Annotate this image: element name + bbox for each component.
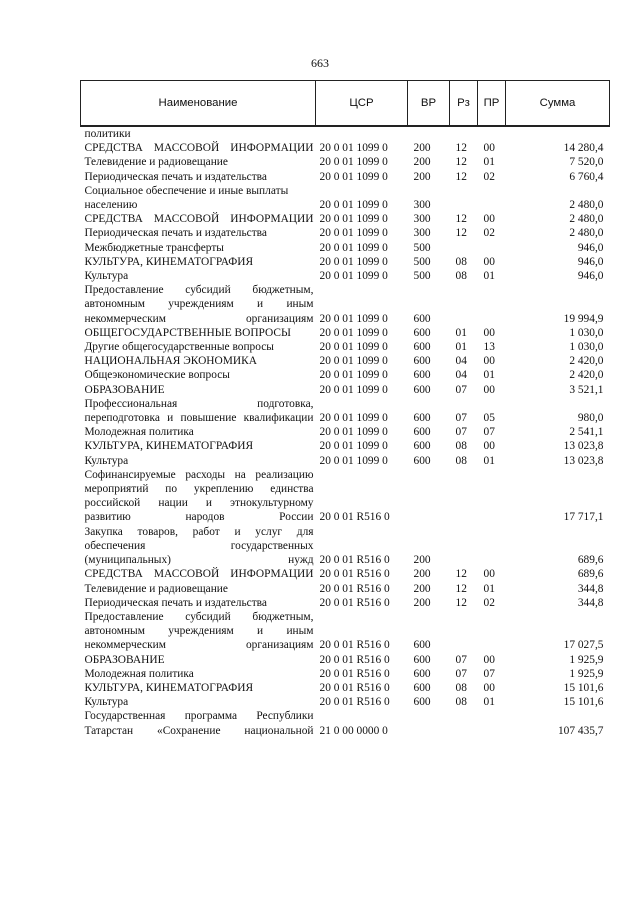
cell-sum: 2 541,1 <box>569 426 604 439</box>
cell-pr: 01 <box>483 454 495 467</box>
column-header-sum: Сумма <box>506 81 610 127</box>
cell-rz: 12 <box>455 582 467 595</box>
cell-vr: 200 <box>413 170 431 183</box>
cell-rz: 01 <box>455 326 467 339</box>
cell-rz: 08 <box>455 696 467 709</box>
table-row <box>81 582 610 596</box>
cell-csr: 20 0 01 1099 0 <box>319 440 388 453</box>
cell-name: НАЦИОНАЛЬНАЯ ЭКОНОМИКА <box>84 355 257 368</box>
cell-csr: 20 0 01 1099 0 <box>319 454 388 467</box>
table-row <box>81 567 610 581</box>
cell-name: ОБЩЕГОСУДАРСТВЕННЫЕ ВОПРОСЫ <box>84 326 291 339</box>
cell-csr: 21 0 00 0000 0 <box>319 724 388 737</box>
cell-sum: 107 435,7 <box>557 724 604 737</box>
cell-csr: 20 0 01 1099 0 <box>319 312 388 325</box>
cell-name: Социальное обеспечение и иные выплаты населению <box>84 184 289 212</box>
table-row <box>81 241 610 255</box>
cell-pr: 01 <box>483 696 495 709</box>
cell-sum: 2 420,0 <box>569 369 604 382</box>
cell-vr: 300 <box>413 227 431 240</box>
cell-sum: 2 420,0 <box>569 355 604 368</box>
cell-vr: 600 <box>413 440 431 453</box>
cell-csr: 20 0 01 R516 0 <box>319 681 390 694</box>
cell-pr: 02 <box>483 596 495 609</box>
column-header-csr: ЦСР <box>316 81 408 127</box>
cell-rz: 12 <box>455 596 467 609</box>
cell-name: Телевидение и радиовещание <box>84 156 228 169</box>
cell-pr: 02 <box>483 227 495 240</box>
cell-name: политики <box>84 128 131 140</box>
table-row <box>81 368 610 382</box>
cell-name: Культура <box>84 696 129 709</box>
cell-pr <box>478 241 506 255</box>
cell-pr: 00 <box>483 326 495 339</box>
cell-csr: 20 0 01 R516 0 <box>319 596 390 609</box>
cell-rz: 07 <box>455 412 467 425</box>
table-row <box>81 695 610 709</box>
cell-sum: 689,6 <box>577 568 604 581</box>
cell-sum: 3 521,1 <box>569 383 604 396</box>
table-row <box>81 326 610 340</box>
cell-rz: 12 <box>455 213 467 226</box>
cell-csr: 20 0 01 1099 0 <box>319 426 388 439</box>
cell-csr: 20 0 01 1099 0 <box>319 199 388 212</box>
cell-rz: 04 <box>455 369 467 382</box>
table-row <box>81 340 610 354</box>
cell-sum: 980,0 <box>577 412 604 425</box>
cell-pr <box>478 468 506 525</box>
cell-rz: 07 <box>455 667 467 680</box>
cell-sum: 19 994,9 <box>563 312 604 325</box>
cell-vr: 600 <box>413 681 431 694</box>
cell-name: Предоставление субсидий бюджетным, автономным учреждениям и иным некоммерческим организациям <box>84 284 314 325</box>
table-row <box>81 667 610 681</box>
cell-vr: 600 <box>413 312 431 325</box>
cell-csr: 20 0 01 R516 0 <box>319 667 390 680</box>
cell-sum: 2 480,0 <box>569 227 604 240</box>
table-row <box>81 454 610 468</box>
cell-pr: 00 <box>483 383 495 396</box>
cell-pr: 01 <box>483 156 495 169</box>
cell-csr: 20 0 01 R516 0 <box>319 653 390 666</box>
table-row <box>81 226 610 240</box>
cell-pr <box>478 709 506 737</box>
cell-rz <box>450 126 478 141</box>
cell-name: Периодическая печать и издательства <box>84 170 267 183</box>
cell-vr: 500 <box>413 255 431 268</box>
cell-vr: 600 <box>413 383 431 396</box>
cell-rz: 08 <box>455 440 467 453</box>
table-row <box>81 383 610 397</box>
cell-vr: 200 <box>413 596 431 609</box>
cell-vr: 200 <box>413 568 431 581</box>
cell-rz <box>450 610 478 653</box>
cell-vr: 600 <box>413 454 431 467</box>
cell-sum: 689,6 <box>577 554 604 567</box>
cell-vr <box>408 709 450 737</box>
cell-sum: 13 023,8 <box>563 454 604 467</box>
cell-name: ОБРАЗОВАНИЕ <box>84 383 165 396</box>
cell-sum: 1 030,0 <box>569 326 604 339</box>
cell-sum: 1 030,0 <box>569 341 604 354</box>
page-number: 663 <box>311 56 329 70</box>
cell-pr: 00 <box>483 355 495 368</box>
cell-name: КУЛЬТУРА, КИНЕМАТОГРАФИЯ <box>84 681 254 694</box>
cell-sum: 17 717,1 <box>563 511 604 524</box>
cell-csr: 20 0 01 1099 0 <box>319 241 388 254</box>
column-header-name: Наименование <box>81 81 316 127</box>
cell-name: Предоставление субсидий бюджетным, автономным учреждениям и иным некоммерческим организациям <box>84 610 314 652</box>
cell-name: Межбюджетные трансферты <box>84 241 224 254</box>
cell-name: КУЛЬТУРА, КИНЕМАТОГРАФИЯ <box>84 255 254 268</box>
table-row <box>81 439 610 453</box>
cell-pr <box>478 283 506 326</box>
cell-sum: 344,8 <box>577 582 604 595</box>
table-row <box>81 212 610 226</box>
cell-rz: 08 <box>455 255 467 268</box>
cell-pr <box>478 126 506 141</box>
cell-vr: 500 <box>413 241 431 254</box>
cell-csr: 20 0 01 1099 0 <box>319 255 388 268</box>
cell-pr: 07 <box>483 426 495 439</box>
cell-sum: 6 760,4 <box>569 170 604 183</box>
cell-csr: 20 0 01 1099 0 <box>319 142 388 155</box>
cell-csr: 20 0 01 1099 0 <box>319 326 388 339</box>
cell-rz <box>450 525 478 568</box>
cell-vr: 600 <box>413 426 431 439</box>
cell-name: Государственная программа Республики Татарстан «Сохранение национальной <box>84 710 314 737</box>
cell-csr: 20 0 01 R516 0 <box>319 511 390 524</box>
cell-vr: 200 <box>413 142 431 155</box>
cell-name: СРЕДСТВА МАССОВОЙ ИНФОРМАЦИИ <box>84 142 314 155</box>
cell-rz: 08 <box>455 270 467 283</box>
cell-csr: 20 0 01 R516 0 <box>319 554 390 567</box>
cell-rz <box>450 709 478 737</box>
cell-vr: 600 <box>413 639 431 652</box>
cell-rz: 12 <box>455 568 467 581</box>
table-row <box>81 283 610 326</box>
cell-name: Общеэкономические вопросы <box>84 369 230 382</box>
table-body <box>81 126 610 738</box>
column-header-vr: ВР <box>408 81 450 127</box>
cell-name: Софинансируемые расходы на реализацию мероприятий по укреплению единства российской нации и этнокультурному развитию народов России <box>84 468 314 524</box>
cell-rz: 08 <box>455 681 467 694</box>
cell-vr: 200 <box>413 156 431 169</box>
cell-rz: 12 <box>455 227 467 240</box>
cell-vr: 600 <box>413 369 431 382</box>
cell-rz: 07 <box>455 383 467 396</box>
table-row <box>81 610 610 653</box>
cell-vr: 600 <box>413 653 431 666</box>
cell-name: КУЛЬТУРА, КИНЕМАТОГРАФИЯ <box>84 440 254 453</box>
cell-csr: 20 0 01 R516 0 <box>319 582 390 595</box>
cell-pr: 01 <box>483 369 495 382</box>
cell-csr: 20 0 01 R516 0 <box>319 568 390 581</box>
cell-name: Другие общегосударственные вопросы <box>84 341 274 354</box>
cell-sum: 946,0 <box>577 241 604 254</box>
table-row <box>81 709 610 737</box>
cell-csr: 20 0 01 1099 0 <box>319 227 388 240</box>
cell-rz: 12 <box>455 142 467 155</box>
cell-rz: 04 <box>455 355 467 368</box>
cell-vr <box>408 126 450 141</box>
cell-csr: 20 0 01 1099 0 <box>319 369 388 382</box>
cell-vr: 300 <box>413 199 431 212</box>
cell-csr: 20 0 01 1099 0 <box>319 412 388 425</box>
table-row <box>81 468 610 525</box>
cell-csr: 20 0 01 1099 0 <box>319 213 388 226</box>
table-header <box>81 81 610 127</box>
cell-name: Телевидение и радиовещание <box>84 582 228 595</box>
cell-sum: 946,0 <box>577 270 604 283</box>
cell-sum: 14 280,4 <box>563 142 604 155</box>
cell-sum: 1 925,9 <box>569 653 604 666</box>
cell-pr: 01 <box>483 582 495 595</box>
table-row <box>81 155 610 169</box>
table-row <box>81 653 610 667</box>
cell-rz: 01 <box>455 341 467 354</box>
table-row <box>81 141 610 155</box>
cell-vr: 600 <box>413 355 431 368</box>
table-row <box>81 397 610 425</box>
cell-csr: 20 0 01 1099 0 <box>319 156 388 169</box>
cell-pr: 01 <box>483 270 495 283</box>
cell-rz <box>450 468 478 525</box>
cell-vr: 500 <box>413 270 431 283</box>
cell-sum: 344,8 <box>577 596 604 609</box>
cell-pr: 05 <box>483 412 495 425</box>
cell-sum: 17 027,5 <box>563 639 604 652</box>
table-row <box>81 126 610 141</box>
cell-vr: 600 <box>413 667 431 680</box>
cell-rz <box>450 241 478 255</box>
cell-sum: 946,0 <box>577 255 604 268</box>
cell-sum: 13 023,8 <box>563 440 604 453</box>
cell-vr: 300 <box>413 213 431 226</box>
table-row <box>81 255 610 269</box>
cell-vr: 600 <box>413 341 431 354</box>
cell-rz <box>450 184 478 212</box>
cell-pr: 00 <box>483 255 495 268</box>
cell-sum: 7 520,0 <box>569 156 604 169</box>
cell-pr: 00 <box>483 440 495 453</box>
cell-vr: 200 <box>413 582 431 595</box>
cell-sum: 15 101,6 <box>563 681 604 694</box>
cell-rz: 12 <box>455 156 467 169</box>
cell-name: ОБРАЗОВАНИЕ <box>84 653 165 666</box>
cell-name: Молодежная политика <box>84 667 194 680</box>
cell-rz <box>450 283 478 326</box>
cell-vr: 600 <box>413 696 431 709</box>
cell-sum: 2 480,0 <box>569 199 604 212</box>
cell-csr: 20 0 01 1099 0 <box>319 170 388 183</box>
cell-name: Молодежная политика <box>84 426 194 439</box>
cell-csr <box>316 126 408 141</box>
cell-name: Закупка товаров, работ и услуг для обеспечения государственных (муниципальных) нужд <box>84 525 314 567</box>
cell-pr: 00 <box>483 568 495 581</box>
cell-vr <box>408 468 450 525</box>
cell-csr: 20 0 01 1099 0 <box>319 383 388 396</box>
cell-pr: 00 <box>483 653 495 666</box>
column-header-pr: ПР <box>478 81 506 127</box>
cell-pr: 00 <box>483 213 495 226</box>
cell-name: Профессиональная подготовка, переподготовка и повышение квалификации <box>84 397 314 425</box>
table-row <box>81 184 610 212</box>
cell-csr: 20 0 01 1099 0 <box>319 270 388 283</box>
column-header-rz: Рз <box>450 81 478 127</box>
cell-pr: 00 <box>483 681 495 694</box>
table-row <box>81 525 610 568</box>
cell-pr <box>478 525 506 568</box>
cell-name: СРЕДСТВА МАССОВОЙ ИНФОРМАЦИИ <box>84 568 314 581</box>
cell-name: Периодическая печать и издательства <box>84 227 267 240</box>
cell-vr: 600 <box>413 412 431 425</box>
cell-csr: 20 0 01 R516 0 <box>319 639 390 652</box>
table-row <box>81 425 610 439</box>
cell-pr: 02 <box>483 170 495 183</box>
cell-sum: 2 480,0 <box>569 213 604 226</box>
table-row <box>81 269 610 283</box>
table-row <box>81 596 610 610</box>
cell-name: Периодическая печать и издательства <box>84 596 267 609</box>
cell-sum: 1 925,9 <box>569 667 604 680</box>
cell-sum: 15 101,6 <box>563 696 604 709</box>
cell-sum <box>506 126 610 141</box>
cell-pr <box>478 610 506 653</box>
budget-table <box>80 80 610 738</box>
cell-vr: 600 <box>413 326 431 339</box>
cell-pr: 13 <box>483 341 495 354</box>
cell-csr: 20 0 01 1099 0 <box>319 355 388 368</box>
cell-vr: 200 <box>413 554 431 567</box>
table-row <box>81 170 610 184</box>
table-row <box>81 354 610 368</box>
cell-name: Культура <box>84 454 129 467</box>
cell-pr <box>478 184 506 212</box>
cell-rz: 12 <box>455 170 467 183</box>
cell-rz: 07 <box>455 426 467 439</box>
cell-pr: 00 <box>483 142 495 155</box>
cell-csr: 20 0 01 1099 0 <box>319 341 388 354</box>
table-row <box>81 681 610 695</box>
cell-name: Культура <box>84 270 129 283</box>
cell-rz: 07 <box>455 653 467 666</box>
cell-name: СРЕДСТВА МАССОВОЙ ИНФОРМАЦИИ <box>84 213 314 226</box>
cell-pr: 07 <box>483 667 495 680</box>
cell-csr: 20 0 01 R516 0 <box>319 696 390 709</box>
cell-rz: 08 <box>455 454 467 467</box>
